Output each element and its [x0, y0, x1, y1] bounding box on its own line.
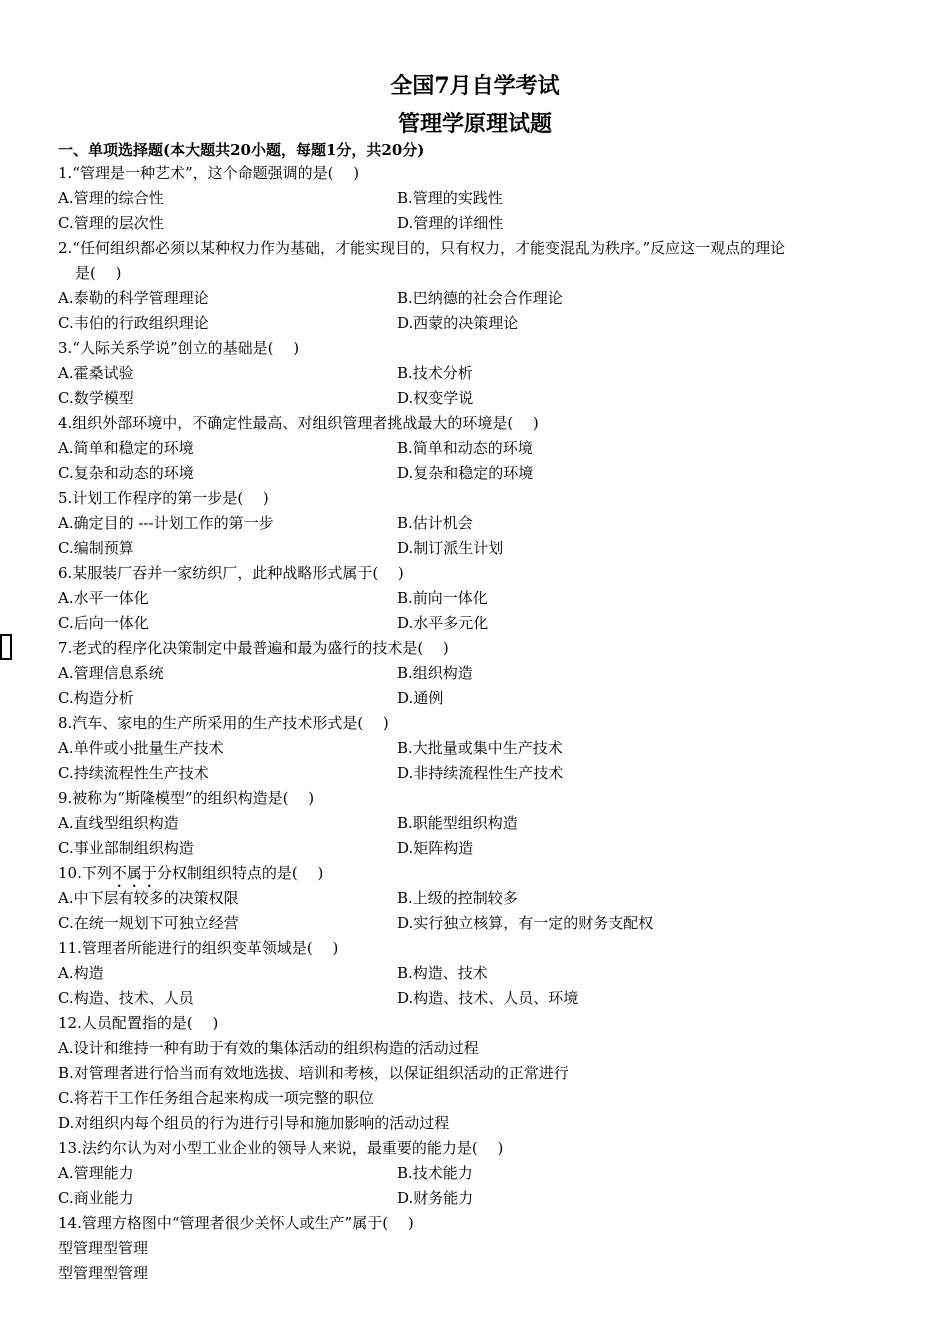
- option-b: B.简单和动态的环境: [397, 439, 533, 457]
- question-stem: 5.计划工作程序的第一步是( ): [58, 489, 269, 507]
- option-d: D.构造、技术、人员、环境: [397, 989, 579, 1007]
- option-c: C.数学模型: [58, 389, 134, 407]
- section-heading: 一、单项选择题(本大题共20小题，每题1分，共20分): [58, 141, 425, 159]
- question-stem: 13.法约尔认为对小型工业企业的领导人来说，最重要的能力是( ): [58, 1139, 504, 1157]
- option-b: B.构造、技术: [397, 964, 488, 982]
- option-c: C.韦伯的行政组织理论: [58, 314, 209, 332]
- option-row: [58, 661, 898, 686]
- option-b: B.前向一体化: [397, 589, 488, 607]
- option-d: D.管理的详细性: [397, 214, 504, 232]
- option-row: [58, 1186, 898, 1211]
- option-row: [58, 836, 898, 861]
- option-d: D.复杂和稳定的环境: [397, 464, 534, 482]
- question-stem: 6.某服装厂吞并一家纺织厂，此种战略形式属于( ): [58, 564, 404, 582]
- option-c: C.构造分析: [58, 689, 134, 707]
- question-stem: [58, 236, 898, 286]
- option-b: B.巴纳德的社会合作理论: [397, 289, 563, 307]
- option-d: D.通例: [397, 689, 444, 707]
- option-a: A.中下层有较多的决策权限: [58, 889, 239, 907]
- option-b: B.对管理者进行恰当而有效地选拔、培训和考核，以保证组织活动的正常进行: [58, 1064, 569, 1082]
- option-b: B.估计机会: [397, 514, 473, 532]
- option-a: A.霍桑试验: [58, 364, 134, 382]
- question-stem: 8.汽车、家电的生产所采用的生产技术形式是( ): [58, 714, 389, 732]
- option-row: [58, 761, 898, 786]
- option-row: [58, 511, 898, 536]
- option-a: A.水平一体化: [58, 589, 149, 607]
- option-line: 型管理型管理: [58, 1239, 149, 1257]
- option-a: A.泰勒的科学管理理论: [58, 289, 209, 307]
- question-stem: 11.管理者所能进行的组织变革领域是( ): [58, 939, 339, 957]
- question-stem: 4.组织外部环境中，不确定性最高、对组织管理者挑战最大的环境是( ): [58, 414, 539, 432]
- option-row: [58, 811, 898, 836]
- option-row: [58, 611, 898, 636]
- option-a: A.管理信息系统: [58, 664, 164, 682]
- option-d: D.实行独立核算，有一定的财务支配权: [397, 914, 654, 932]
- question-stem-line2: 是( ): [75, 264, 122, 282]
- option-row: [58, 1161, 898, 1186]
- option-d: D.非持续流程性生产技术: [397, 764, 564, 782]
- option-a: A.确定目的 ---计划工作的第一步: [58, 514, 274, 532]
- option-b: B.组织构造: [397, 664, 473, 682]
- option-a: A.构造: [58, 964, 104, 982]
- option-row: [58, 361, 898, 386]
- stem-suffix: 分权制组织特点的是( ): [156, 864, 324, 882]
- option-row: [58, 461, 898, 486]
- question-stem: 12.人员配置指的是( ): [58, 1014, 219, 1032]
- option-a: A.直线型组织构造: [58, 814, 179, 832]
- option-c: C.复杂和动态的环境: [58, 464, 194, 482]
- option-row: [58, 436, 898, 461]
- option-a: A.简单和稳定的环境: [58, 439, 194, 457]
- option-c: C.后向一体化: [58, 614, 149, 632]
- option-a: A.管理能力: [58, 1164, 134, 1182]
- stem-prefix: 10.下列: [58, 864, 112, 882]
- option-row: [58, 386, 898, 411]
- option-c: C.编制预算: [58, 539, 134, 557]
- option-c: C.管理的层次性: [58, 214, 164, 232]
- option-c: C.将若干工作任务组合起来构成一项完整的职位: [58, 1089, 374, 1107]
- option-row: [58, 686, 898, 711]
- option-row: [58, 736, 898, 761]
- option-row: [58, 311, 898, 336]
- option-b: B.技术分析: [397, 364, 473, 382]
- option-row: [58, 586, 898, 611]
- option-c: C.构造、技术、人员: [58, 989, 194, 1007]
- exam-title: 全国7月自学考试: [390, 73, 560, 99]
- option-b: B.职能型组织构造: [397, 814, 518, 832]
- option-a: A.设计和维持一种有助于有效的集体活动的组织构造的活动过程: [58, 1039, 479, 1057]
- question-stem: 14.管理方格图中“管理者很少关怀人或生产”属于( ): [58, 1214, 414, 1232]
- option-row: [58, 961, 898, 986]
- option-c: C.持续流程性生产技术: [58, 764, 209, 782]
- question-stem: 9.被称为“斯隆模型”的组织构造是( ): [58, 789, 315, 807]
- option-b: B.大批量或集中生产技术: [397, 739, 563, 757]
- option-row: [58, 536, 898, 561]
- option-row: [58, 986, 898, 1011]
- option-b: B.上级的控制较多: [397, 889, 518, 907]
- option-d: D.权变学说: [397, 389, 474, 407]
- option-d: D.水平多元化: [397, 614, 489, 632]
- option-c: C.事业部制组织构造: [58, 839, 194, 857]
- option-d: D.对组织内每个组员的行为进行引导和施加影响的活动过程: [58, 1114, 450, 1132]
- question-list: [58, 161, 898, 1286]
- option-row: [58, 186, 898, 211]
- option-c: C.在统一规划下可独立经营: [58, 914, 239, 932]
- question-stem: 7.老式的程序化决策制定中最普遍和最为盛行的技术是( ): [58, 639, 449, 657]
- option-a: A.单件或小批量生产技术: [58, 739, 224, 757]
- stem-emphasis: 不属于: [111, 864, 157, 882]
- option-b: B.管理的实践性: [397, 189, 503, 207]
- question-stem-line1: 2.“任何组织都必须以某种权力作为基础，才能实现目的，只有权力，才能变混乱为秩序。”反应这一观点的理论: [58, 239, 786, 257]
- question-stem: [58, 861, 898, 886]
- option-line: 型管理型管理: [58, 1264, 149, 1282]
- exam-subtitle: 管理学原理试题: [397, 111, 552, 137]
- option-d: D.西蒙的决策理论: [397, 314, 519, 332]
- option-d: D.制订派生计划: [397, 539, 504, 557]
- option-c: C.商业能力: [58, 1189, 134, 1207]
- option-row: [58, 211, 898, 236]
- option-d: D.矩阵构造: [397, 839, 474, 857]
- option-row: [58, 886, 898, 911]
- option-b: B.技术能力: [397, 1164, 473, 1182]
- option-d: D.财务能力: [397, 1189, 474, 1207]
- question-stem: 1.“管理是一种艺术”，这个命题强调的是( ): [58, 164, 360, 182]
- option-row: [58, 911, 898, 936]
- question-stem: 3.“人际关系学说”创立的基础是( ): [58, 339, 300, 357]
- option-a: A.管理的综合性: [58, 189, 164, 207]
- option-row: [58, 286, 898, 311]
- page-marker-box: [0, 634, 12, 660]
